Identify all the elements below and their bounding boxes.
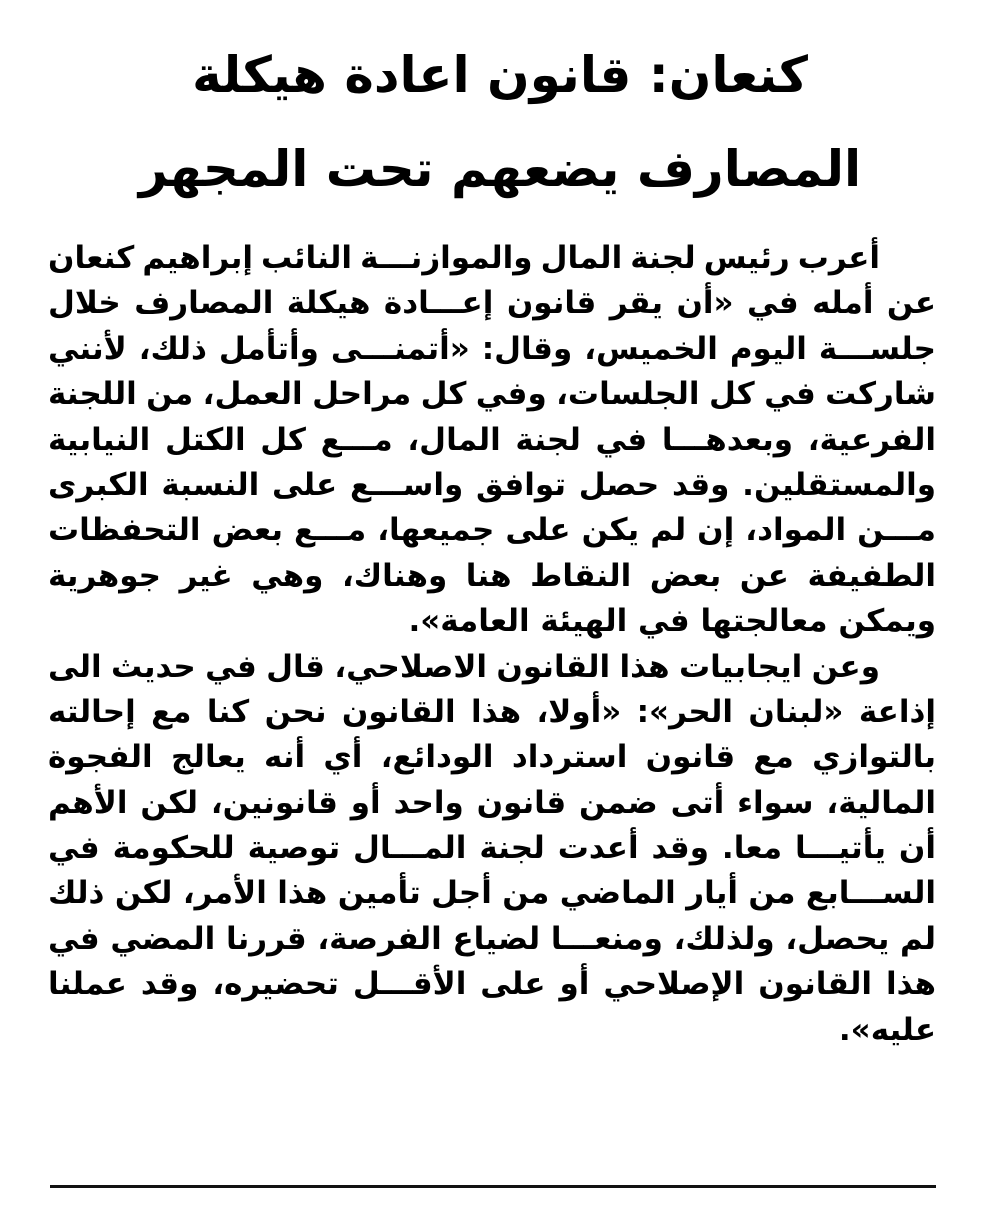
body-line-text: الطفيفة عن بعض النقاط هنا وهناك، وهي غير جوهرية [48,557,936,594]
body-line-text: والمستقلين. وقد حصل توافق واســـع على النسبة الكبرى [48,466,936,503]
body-line-text: أن يأتيـــا معا. وقد أعدت لجنة المـــال توصية للحكومة في [48,830,936,867]
body-line-text: عليه». [838,1011,936,1048]
body-line [48,826,936,871]
body-line-text: مـــن المواد، إن لم يكن على جميعها، مـــع بعض التحفظات [48,512,936,549]
body-line [48,645,936,690]
headline [120,40,880,204]
body-line-text: هذا القانون الإصلاحي أو على الأقـــل تحضيره، وقد عملنا [48,966,936,1003]
body-line [48,917,936,962]
body-line [48,236,936,281]
headline-line-1: كنعان: قانون اعادة هيكلة [192,46,808,104]
body-line-text: إذاعة «لبنان الحر»: «أولا، هذا القانون نحن كنا مع إحالته [48,693,936,730]
body-line-text: الفرعية، وبعدهـــا في لجنة المال، مـــع كل الكتل النيابية [48,421,936,458]
paragraph-2 [48,645,936,1054]
body-line [48,735,936,780]
body-line-text: ويمكن معالجتها في الهيئة العامة». [408,603,936,640]
body-line-text: عن أمله في «أن يقر قانون إعـــادة هيكلة المصارف خلال [48,285,936,322]
body-line [48,418,936,463]
body-line [48,281,936,326]
body-line [48,599,936,644]
body-line [48,554,936,599]
body-line-text: بالتوازي مع قانون استرداد الودائع، أي أنه يعالج الفجوة [48,739,936,776]
body-line [48,1008,936,1053]
headline-line-2: المصارف يضعهم تحت المجهر [138,140,862,198]
body-line [48,781,936,826]
body-line-text: وعن ايجابيات هذا القانون الاصلاحي، قال في حديث الى [48,648,880,685]
body-line-text: أعرب رئيس لجنة المال والموازنـــة النائب إبراهيم كنعان [48,240,880,276]
body-line-text: شاركت في كل الجلسات، وفي كل مراحل العمل، من اللجنة [48,376,936,413]
paragraph-1 [48,236,936,645]
bottom-rule [50,1185,936,1188]
body-line [48,508,936,553]
body-line [48,372,936,417]
body-line-text: لم يحصل، ولذلك، ومنعـــا لضياع الفرصة، قررنا المضي في [48,920,936,957]
body-line [48,690,936,735]
article-body [48,236,936,1053]
body-line [48,463,936,508]
body-line-text: المالية، سواء أتى ضمن قانون واحد أو قانونين، لكن الأهم [48,784,936,821]
body-line [48,327,936,372]
body-line [48,962,936,1007]
body-line-text: الســـابع من أيار الماضي من أجل تأمين هذا الأمر، لكن ذلك [48,875,936,912]
body-line-text: جلســـة اليوم الخميس، وقال: «أتمنـــى وأتأمل ذلك، لأنني [48,330,936,367]
body-line [48,871,936,916]
